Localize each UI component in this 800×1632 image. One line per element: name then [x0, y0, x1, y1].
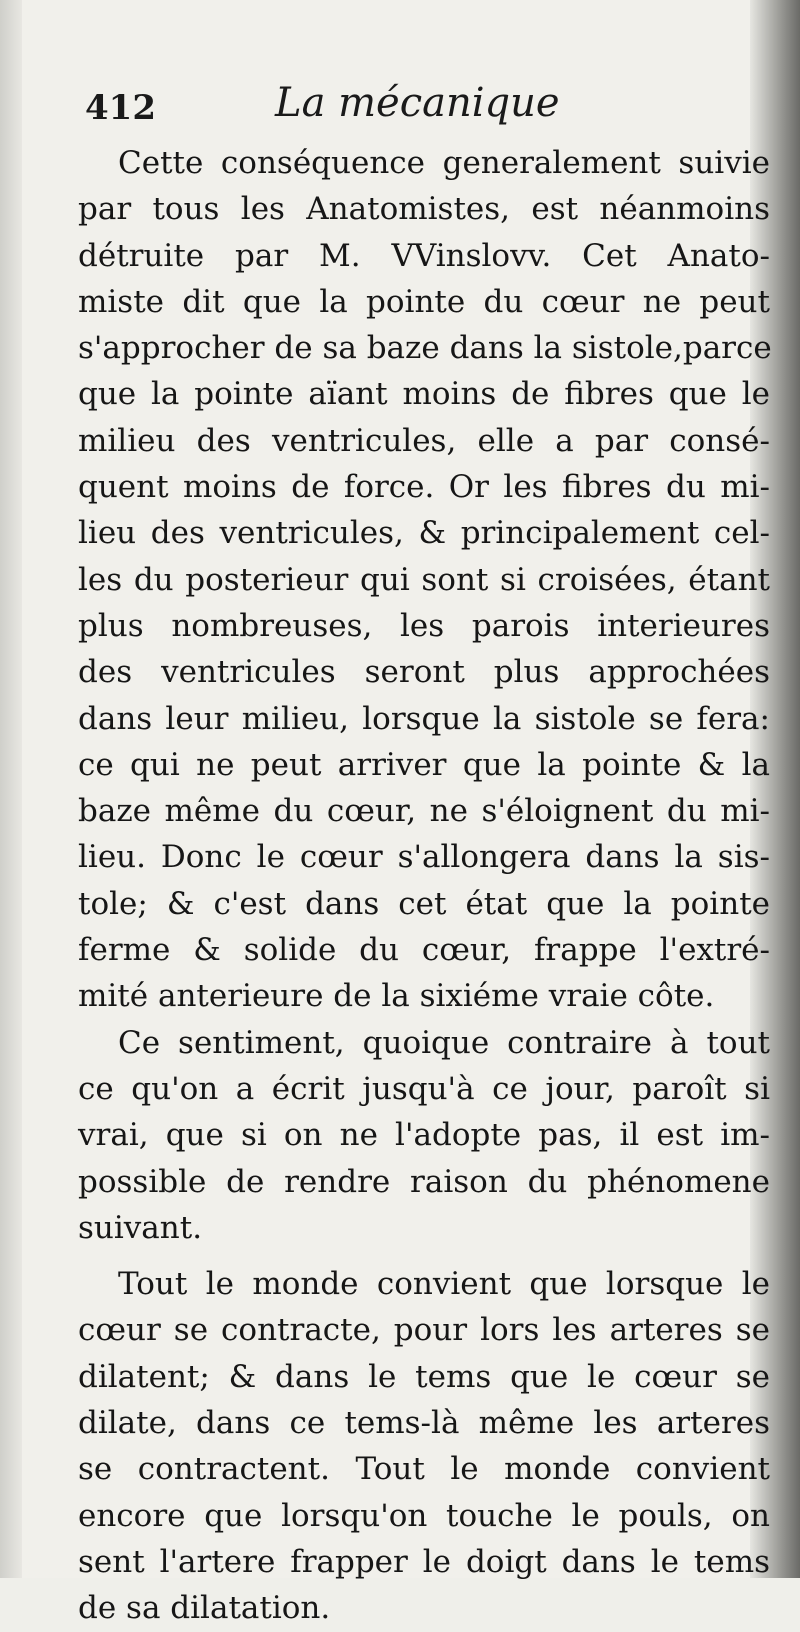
text-line: de sa dilatation.: [78, 1590, 331, 1627]
text-line: ce qu'on a écrit jusqu'à ce jour, paroît si: [78, 1070, 770, 1107]
text-line: vrai, que si on ne l'adopte pas, il est im-: [78, 1117, 770, 1154]
text-line: quent moins de force. Or les fibres du mi-: [78, 469, 770, 506]
text-line: miste dit que la pointe du cœur ne peut: [78, 283, 770, 320]
text-line: que la pointe aïant moins de fibres que le: [78, 376, 770, 413]
paragraph-gap: [78, 1251, 770, 1261]
text-line: tole; & c'est dans cet état que la pointe: [78, 885, 770, 922]
text-line: lieu des ventricules, & principalement cel-: [78, 515, 770, 552]
text-line: ferme & solide du cœur, frappe l'extré-: [78, 932, 770, 969]
text-line: dans leur milieu, lorsque la sistole se fera:: [78, 700, 770, 737]
text-line: cœur se contracte, pour lors les arteres se: [78, 1312, 770, 1349]
running-title: La mécanique: [275, 80, 560, 126]
text-line: se contractent. Tout le monde convient: [78, 1451, 770, 1488]
text-line: Ce sentiment, quoique contraire à tout: [118, 1024, 770, 1061]
text-line: baze même du cœur, ne s'éloignent du mi-: [78, 793, 770, 830]
text-line: sent l'artere frapper le doigt dans le tems: [78, 1543, 770, 1580]
text-line: possible de rendre raison du phénomene: [78, 1163, 770, 1200]
text-line: des ventricules seront plus approchées: [78, 654, 770, 691]
page-number: 412: [85, 88, 156, 128]
text-line: détruite par M. VVinslovv. Cet Anato-: [78, 237, 770, 274]
text-line: dilate, dans ce tems-là même les arteres: [78, 1405, 770, 1442]
text-line: dilatent; & dans le tems que le cœur se: [78, 1358, 770, 1395]
text-line: lieu. Donc le cœur s'allongera dans la sis-: [78, 839, 770, 876]
body-text: [78, 140, 770, 1632]
page-header: [85, 80, 765, 140]
text-line: ce qui ne peut arriver que la pointe & la: [78, 746, 770, 783]
text-line: Cette conséquence generalement suivie: [118, 145, 770, 181]
text-line: plus nombreuses, les parois interieures: [78, 607, 770, 644]
text-line: milieu des ventricules, elle a par consé-: [78, 422, 770, 459]
text-line: les du posterieur qui sont si croisées, étant: [78, 561, 770, 598]
page-binding-shadow: [0, 0, 22, 1578]
text-line: encore que lorsqu'on touche le pouls, on: [78, 1497, 770, 1534]
text-line: s'approcher de sa baze dans la sistole,parce: [78, 330, 772, 367]
text-line: mité anterieure de la sixiéme vraie côte.: [78, 978, 715, 1015]
text-line: Tout le monde convient que lorsque le: [118, 1266, 770, 1303]
text-line: suivant.: [78, 1209, 203, 1246]
text-line: par tous les Anatomistes, est néanmoins: [78, 191, 770, 228]
